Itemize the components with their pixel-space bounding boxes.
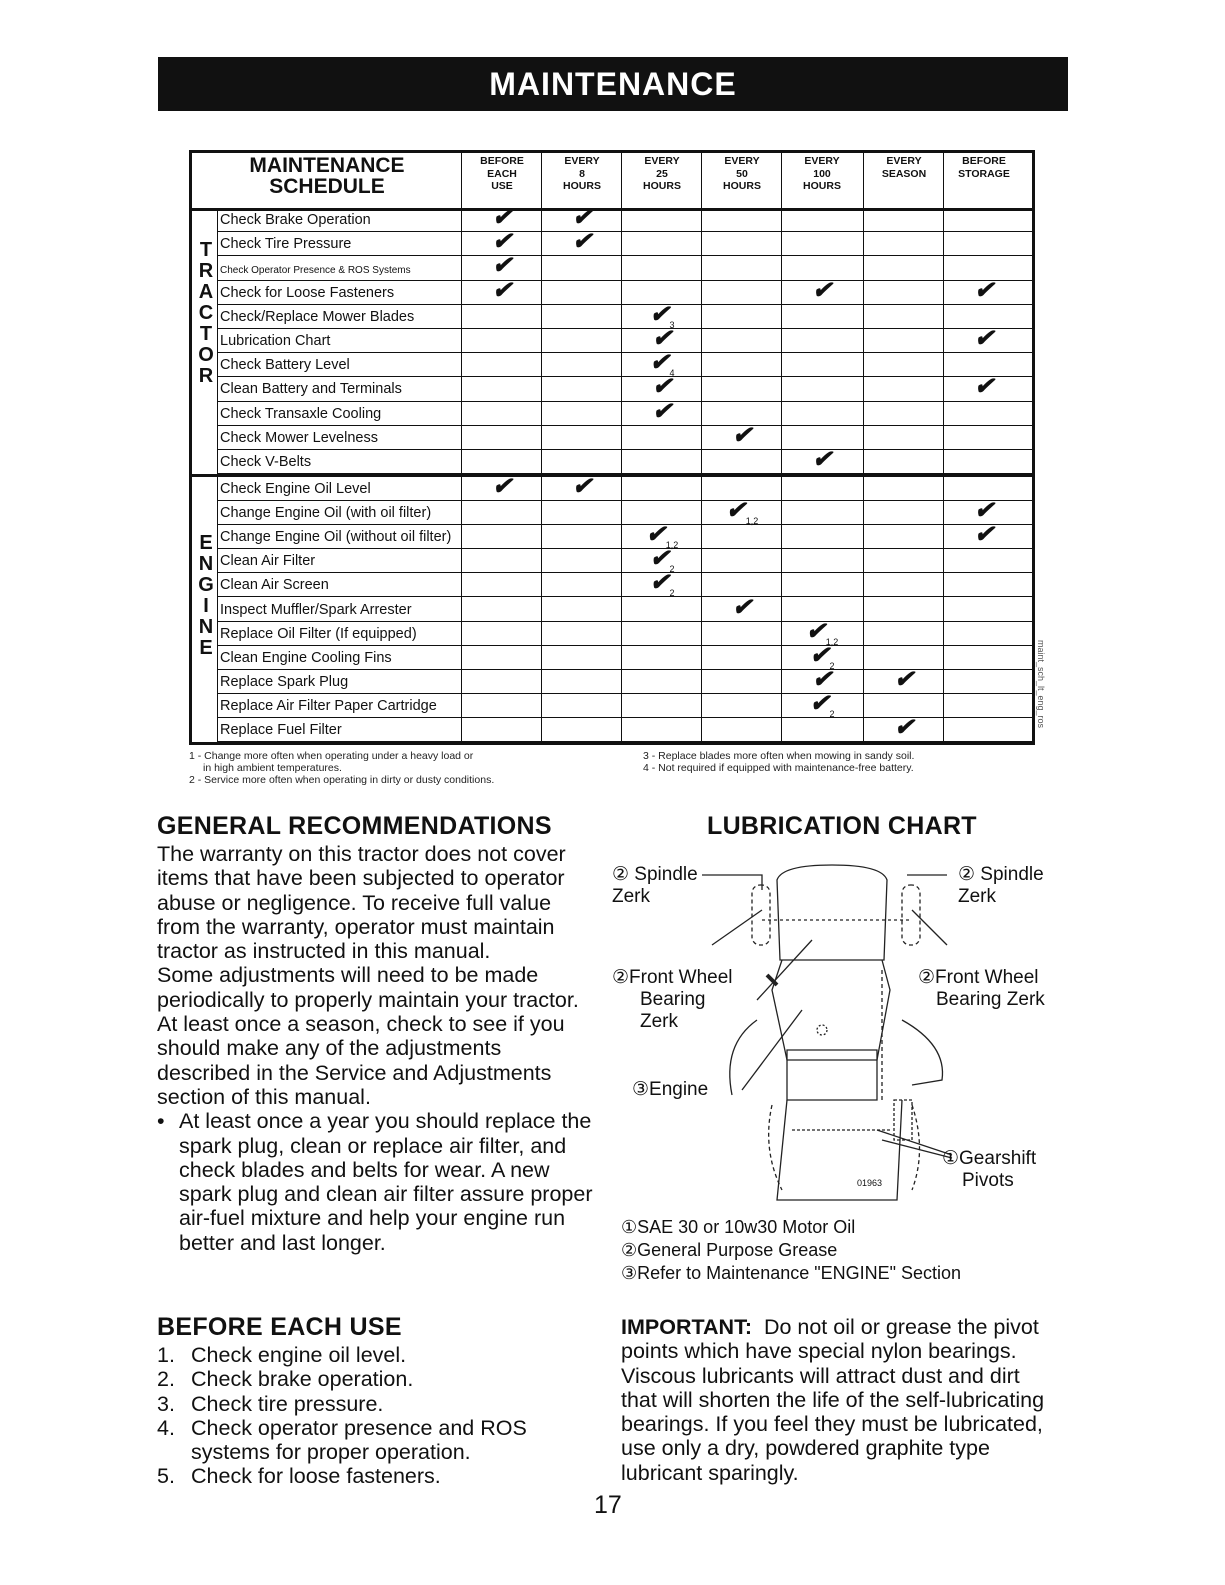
important-note: [621, 1315, 1061, 1485]
checkmark-icon: $✔_4$: [649, 349, 675, 378]
important-text: Do not oil or grease the pivot points which have special nylon bearings. Viscous lubricants will attract dust and dirt that will shorten the life of the self-lubricating bearings. If you feel they must be lubricated, use only a dry, powdered graphite type lubricant sparingly.: [621, 1315, 1045, 1485]
general-bullet: [157, 1109, 597, 1255]
footnotes-right: [643, 750, 1043, 774]
general-paragraph-3: At least once a season, check to see if you should make any of the adjustments described in the Service and Adjustments section of this manual.: [157, 1012, 565, 1109]
section-letter: G: [198, 574, 214, 596]
legend-item-motor-oil: ①SAE 30 or 10w30 Motor Oil: [621, 1217, 856, 1237]
list-item: [157, 1416, 597, 1465]
schedule-column-header: [702, 155, 782, 206]
checkmark-icon: ✔: [893, 665, 915, 693]
checkmark-icon: ✔: [731, 421, 753, 449]
checkmark-icon: $✔_{1,2}$: [645, 521, 679, 550]
section-letter: O: [198, 344, 214, 366]
schedule-header: [192, 153, 1032, 211]
checkmark-footnote: 3: [669, 319, 675, 330]
page-banner: MAINTENANCE: [158, 57, 1068, 111]
column-header-line: BEFORE: [480, 155, 524, 167]
list-item-text: Check for loose fasteners.: [191, 1464, 441, 1489]
checkmark-icon: ✔: [491, 473, 513, 500]
schedule-row-label: Replace Oil Filter (If equipped): [220, 625, 417, 642]
checkmark-icon: ✔: [973, 325, 995, 352]
schedule-row: [218, 545, 1032, 575]
column-header-line: 50: [736, 167, 748, 180]
footnotes-left: [189, 750, 619, 786]
column-header-line: EVERY: [886, 155, 922, 167]
schedule-row-label: Clean Engine Cooling Fins: [220, 649, 392, 666]
list-item-number: 3.: [157, 1391, 175, 1416]
section-letter: R: [198, 365, 214, 387]
list-item-text: Check engine oil level.: [191, 1343, 407, 1367]
column-header-line: EVERY: [564, 155, 600, 167]
checkmark-footnote: 1,2: [745, 515, 759, 526]
section-letter: N: [198, 553, 214, 575]
section-letter: A: [198, 281, 214, 303]
schedule-row-label: Check Tire Pressure: [220, 236, 352, 253]
before-each-use-list: [157, 1343, 597, 1489]
checkmark-icon: ✔: [893, 714, 915, 741]
section-vertical-label: [196, 533, 216, 659]
checkmark-icon: $✔_2$: [649, 569, 675, 599]
list-item: [157, 1343, 597, 1367]
column-header-line: 8: [579, 167, 585, 180]
schedule-row: [218, 421, 1032, 450]
checkmark-icon: ✔: [811, 276, 833, 304]
column-header-line: USE: [491, 180, 513, 192]
list-item-number: 4.: [157, 1415, 175, 1440]
column-header-line: HOURS: [643, 180, 681, 192]
section-letter: T: [199, 323, 213, 345]
section-letter: N: [198, 616, 214, 638]
schedule-column-header: [864, 155, 944, 206]
schedule-row-label: Check Transaxle Cooling: [220, 405, 382, 422]
tractor-section: [192, 204, 1032, 477]
checkmark-icon: $✔_{1,2}$: [805, 617, 839, 647]
schedule-title: [192, 155, 462, 197]
list-item-text: Check tire pressure.: [191, 1391, 384, 1416]
section-letter: E: [199, 532, 213, 554]
schedule-row: [218, 473, 1032, 501]
page-number: 17: [594, 1491, 622, 1519]
schedule-row-label: Lubrication Chart: [220, 333, 331, 349]
schedule-row-label: Replace Air Filter Paper Cartridge: [220, 697, 437, 714]
legend-item-grease: ②General Purpose Grease: [621, 1240, 838, 1260]
schedule-row: [218, 569, 1032, 599]
checkmark-icon: ✔: [571, 228, 593, 256]
column-header-line: STORAGE: [958, 167, 1010, 180]
spindle-zerk-left-label: ② Spindle Zerk: [612, 864, 698, 907]
schedule-row: [218, 373, 1032, 401]
checkmark-icon: ✔: [973, 373, 995, 401]
checkmark-icon: ✔: [571, 473, 593, 500]
checkmark-footnote: 1,2: [665, 539, 679, 550]
footnote-3: 3 - Replace blades more often when mowing in sandy soil.: [643, 750, 915, 762]
column-header-line: EVERY: [724, 155, 760, 167]
section-letter: I: [203, 595, 209, 617]
column-header-line: 100: [813, 167, 831, 180]
list-item: [157, 1464, 597, 1488]
footnote-2: 2 - Service more often when operating in dirty or dusty conditions.: [189, 774, 495, 786]
schedule-row-label: Replace Fuel Filter: [220, 722, 342, 738]
schedule-row: [218, 325, 1032, 353]
schedule-row: [218, 228, 1032, 256]
list-item-number: 1.: [157, 1343, 175, 1367]
front-wheel-left-label: ②Front Wheel Bearing Zerk: [612, 967, 733, 1032]
column-header-line: SEASON: [881, 167, 927, 180]
checkmark-icon: ✔: [491, 276, 513, 304]
checkmark-icon: $✔_2$: [809, 689, 835, 719]
checkmark-icon: ✔: [973, 276, 995, 304]
section-letter: R: [198, 260, 214, 282]
checkmark-icon: ✔: [491, 204, 513, 231]
lubrication-chart-heading: LUBRICATION CHART: [707, 812, 977, 840]
checkmark-icon: ✔: [731, 593, 753, 621]
schedule-row-label: Inspect Muffler/Spark Arrester: [220, 601, 412, 618]
checkmark-icon: ✔: [651, 397, 673, 425]
schedule-row-label: Clean Air Screen: [220, 577, 329, 594]
checkmark-icon: $✔_{1,2}$: [725, 497, 759, 526]
schedule-row: [218, 204, 1032, 232]
column-header-line: BEFORE: [962, 155, 1006, 167]
schedule-column-header: [462, 155, 542, 206]
section-letter: E: [199, 637, 213, 659]
schedule-row: [218, 497, 1032, 526]
schedule-row: [218, 276, 1032, 305]
footnote-1-cont: in high ambient temperatures.: [203, 762, 342, 774]
schedule-column-header: [782, 155, 862, 206]
column-header-line: HOURS: [803, 180, 841, 192]
schedule-row-label: Check Battery Level: [220, 357, 350, 374]
list-item-number: 5.: [157, 1464, 175, 1489]
engine-label: ③Engine: [632, 1079, 709, 1100]
checkmark-footnote: 2: [829, 660, 835, 671]
schedule-row-label: Replace Spark Plug: [220, 673, 349, 690]
schedule-row: [218, 521, 1032, 550]
list-item-text: Check operator presence and ROS systems for proper operation.: [191, 1415, 527, 1465]
column-header-line: HOURS: [723, 180, 761, 192]
checkmark-icon: ✔: [491, 228, 513, 256]
schedule-row-label: Check Operator Presence & ROS Systems: [220, 265, 411, 277]
checkmark-icon: $✔_2$: [649, 545, 675, 575]
column-header-line: EVERY: [644, 155, 680, 167]
schedule-title-line2: SCHEDULE: [269, 175, 385, 198]
checkmark-icon: ✔: [811, 665, 833, 693]
section-vertical-label: [196, 240, 216, 387]
general-paragraph-2: Some adjustments will need to be made periodically to properly maintain your tractor.: [157, 963, 579, 1012]
column-header-line: EACH: [487, 167, 517, 180]
schedule-row-label: Check Engine Oil Level: [220, 481, 371, 497]
legend-item-engine-section: ③Refer to Maintenance "ENGINE" Section: [621, 1263, 962, 1283]
gearshift-pivots-label: ①Gearshift Pivots: [942, 1148, 1037, 1191]
schedule-row: [218, 252, 1032, 280]
engine-section: [192, 473, 1032, 742]
important-label: IMPORTANT:: [621, 1315, 752, 1339]
schedule-column-header: [542, 155, 622, 206]
checkmark-icon: ✔: [651, 373, 673, 401]
list-item-number: 2.: [157, 1367, 175, 1392]
schedule-row-label: Check for Loose Fasteners: [220, 284, 395, 301]
checkmark-icon: ✔: [651, 325, 673, 352]
checkmark-icon: $✔_2$: [809, 641, 835, 671]
checkmark-icon: ✔: [811, 446, 833, 473]
checkmark-footnote: 2: [669, 588, 675, 599]
schedule-row: [218, 665, 1032, 694]
checkmark-icon: ✔: [491, 252, 513, 280]
schedule-row: [218, 446, 1032, 474]
section-letter: C: [198, 302, 214, 324]
schedule-row-label: Clean Battery and Terminals: [220, 381, 402, 398]
checkmark-footnote: 1,2: [825, 636, 839, 647]
footnote-1: 1 - Change more often when operating under a heavy load or: [189, 750, 474, 762]
lubrication-legend: [621, 1216, 961, 1285]
schedule-row-label: Check/Replace Mower Blades: [220, 308, 415, 325]
before-each-use-heading: BEFORE EACH USE: [157, 1313, 402, 1341]
column-header-line: HOURS: [563, 180, 601, 192]
schedule-row: [218, 617, 1032, 647]
general-paragraph-1: The warranty on this tractor does not cover items that have been subjected to operator abuse or negligence. To receive full value from the warranty, operator must maintain tractor as instructed in this manual.: [157, 842, 566, 964]
side-code: maint_sch_lt_eng_ros: [1036, 640, 1046, 729]
maintenance-schedule-table: [189, 150, 1035, 745]
list-item: [157, 1392, 597, 1416]
list-item: [157, 1367, 597, 1391]
checkmark-footnote: 2: [829, 708, 835, 719]
lubrication-diagram: [612, 850, 1062, 1210]
footnote-4: 4 - Not required if equipped with maintenance-free battery.: [643, 762, 914, 774]
front-wheel-right-label: ②Front Wheel Bearing Zerk: [918, 967, 1045, 1010]
schedule-row-label: Change Engine Oil (with oil filter): [220, 505, 432, 522]
schedule-row: [218, 593, 1032, 622]
column-header-line: 25: [656, 167, 668, 180]
diagram-code: 01963: [857, 1178, 883, 1188]
list-item-text: Check brake operation.: [191, 1367, 414, 1392]
general-recommendations-body: [157, 842, 597, 1255]
schedule-row-label: Clean Air Filter: [220, 553, 316, 570]
schedule-row: [218, 300, 1032, 330]
schedule-row-label: Check V-Belts: [220, 454, 312, 470]
schedule-title-line1: MAINTENANCE: [249, 154, 405, 177]
schedule-row: [218, 349, 1032, 378]
schedule-row-label: Change Engine Oil (without oil filter): [220, 529, 452, 546]
bullet-icon: •: [157, 1109, 165, 1134]
spindle-zerk-right-label: ② Spindle Zerk: [958, 864, 1044, 907]
checkmark-footnote: 4: [669, 367, 675, 378]
schedule-row-label: Check Mower Levelness: [220, 429, 378, 446]
checkmark-footnote: 2: [669, 564, 675, 575]
schedule-column-header: [622, 155, 702, 206]
column-header-line: EVERY: [804, 155, 840, 167]
general-bullet-text: At least once a year you should replace the spark plug, clean or replace air filter, and check blades and belts for wear. A new spark plug and clean air filter assure proper air-fuel mixture and help your engine run better and last longer.: [179, 1109, 593, 1255]
schedule-row: [218, 714, 1032, 742]
checkmark-icon: ✔: [973, 521, 995, 549]
schedule-column-header: [944, 155, 1024, 206]
checkmark-icon: ✔: [571, 204, 593, 231]
checkmark-icon: ✔: [973, 497, 995, 525]
general-recommendations-heading: GENERAL RECOMMENDATIONS: [157, 812, 552, 840]
section-letter: T: [199, 239, 213, 261]
schedule-row: [218, 397, 1032, 426]
schedule-row-label: Check Brake Operation: [220, 212, 371, 228]
checkmark-icon: $✔_3$: [649, 300, 675, 330]
